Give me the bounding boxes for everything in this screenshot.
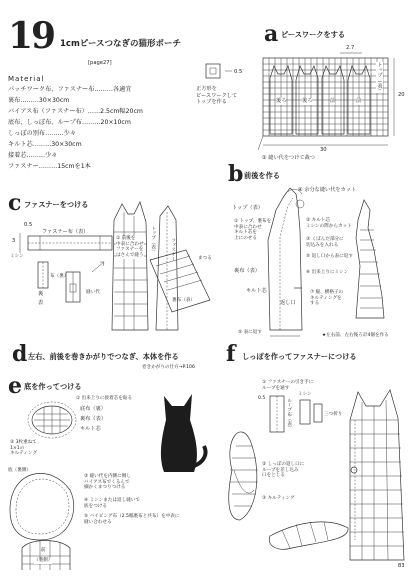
- f-note: ③ キルティング: [262, 496, 295, 501]
- e-note: ③ 縫い代を内側に倒し バイアス布でくるんで 細かくまつりつける: [84, 474, 131, 491]
- material-item: しっぽの別布………少々: [8, 130, 77, 137]
- e-note: ⑤ バイピング布（2.5幅裏布と共布）を中表に 縫い合わせる: [84, 514, 180, 525]
- b-note: 裏布（表）: [234, 268, 260, 274]
- dimension-label: 2.7: [346, 45, 355, 51]
- dimension-label: 0.5: [234, 69, 243, 75]
- b-note: ① トップ、裏布を 中表に合わせ キルト芯を 上にのせる: [234, 219, 272, 242]
- section-e-letter: e: [8, 373, 22, 399]
- c-note: 布（裏）: [50, 274, 69, 279]
- section-a-title: ピースワークをする: [281, 30, 346, 39]
- c-note: ミシン: [10, 254, 24, 259]
- c-note: ファスナー: [170, 238, 176, 261]
- panel-label: 前: [356, 98, 362, 104]
- material-item: 接着芯………少々: [8, 152, 58, 159]
- material-item: パッチワーク布、ファスナー布………各適宜: [8, 86, 132, 93]
- c-note: ① 前後を 中表に合わせ ファスナーを はさんで縫う: [116, 236, 144, 259]
- e-note: ② 3枚重ねて 1×1の キルティング: [10, 440, 38, 457]
- c-note: 縫い代: [86, 290, 100, 295]
- c-note: ファスナー布（表）: [42, 229, 89, 235]
- e-note: 底（裏側）: [8, 468, 31, 473]
- material-item: バイアス布（ファスナー布）……2.5cm幅20cm: [8, 108, 143, 115]
- square-note: 正方形を ピースワークして トップを作る: [196, 86, 238, 105]
- b-note: ⑤ 返し口から表に返す: [306, 254, 353, 259]
- section-a-letter: a: [264, 21, 279, 47]
- e-note: 裏布（表）: [80, 416, 106, 422]
- f-note: ループ布（表）: [286, 398, 292, 431]
- section-a-note: ① 縫い代をつけて裁つ: [262, 155, 315, 161]
- b-note: キルト芯: [246, 288, 267, 294]
- f-note: ① ファスナーの引き手に ループを通す: [262, 380, 314, 391]
- e-note: ④ ミシンまたは返し縫いで 底をつける: [84, 498, 140, 509]
- e-note: キルト芯: [80, 426, 101, 432]
- b-note: ③ くぼんだ部分に 切込みを入れる: [306, 237, 344, 248]
- c-note: 0.5: [24, 222, 33, 228]
- section-d-letter: d: [12, 341, 28, 367]
- material-item: 裏布………30×30cm: [8, 97, 70, 104]
- e-note: 前: [41, 548, 46, 553]
- c-note: トップ（表）: [150, 226, 156, 254]
- f-note: ② しっぽの返し口に ループを差し込み 口をとじる: [262, 462, 305, 479]
- section-e-title: 底を作ってつける: [24, 382, 82, 391]
- material-item: 底布、しっぽ布、ループ布………20×10cm: [8, 119, 131, 126]
- section-b-title: 前後を作る: [244, 171, 280, 180]
- b-note: ⑤ 表に返す: [238, 330, 262, 335]
- panel-label: 後ろ: [302, 98, 313, 104]
- section-f-letter: f: [226, 341, 236, 367]
- c-note: まつる: [198, 256, 212, 261]
- section-f-title: しっぽを作ってファスナーにつける: [242, 352, 357, 361]
- b-note: ⑥ 出来上りにミシン: [306, 270, 349, 275]
- material-item: ファスナー………15cmを1本: [8, 163, 91, 170]
- section-d-title: 左右、前後を巻きかがりでつなぎ、本体を作る: [28, 352, 179, 361]
- c-note: 表: [38, 300, 44, 306]
- e-note: ① 出来上りに接着芯を貼る: [76, 396, 133, 401]
- project-number: 19: [8, 15, 55, 57]
- b-note: 返し口: [280, 300, 296, 306]
- f-note: ミシン: [298, 392, 312, 397]
- dimension-label: 30: [320, 147, 327, 153]
- c-note: 裏布（表）: [172, 298, 195, 303]
- page-title: 1cmピースつなぎの猫形ポーチ: [60, 39, 182, 49]
- page-reference: [page27]: [88, 60, 112, 66]
- top-label: トップ（表）: [376, 62, 383, 94]
- panel-label: 前: [330, 98, 336, 104]
- f-note: 三つ折り: [324, 412, 343, 417]
- section-c-title: ファスナーをつける: [24, 200, 89, 209]
- section-d-sub: 巻きかがりの仕方→P.106: [142, 365, 195, 370]
- b-note: ④ 余分な縫い代をカット: [298, 187, 357, 193]
- section-b-letter: b: [228, 161, 244, 187]
- section-c-letter: c: [8, 190, 22, 216]
- c-note: 裏: [38, 291, 44, 297]
- b-note: ★左右前、左右後ろ計4個を作る: [322, 333, 389, 338]
- dimension-label: 20: [398, 92, 405, 98]
- page-number: 83: [398, 563, 405, 569]
- e-note: 底布（裏）: [80, 406, 106, 412]
- b-note: トップ（表）: [232, 205, 263, 211]
- material-item: キルト芯………30×30cm: [8, 141, 82, 148]
- materials-heading: Material: [8, 75, 45, 83]
- panel-label: 後ろ: [276, 98, 287, 104]
- f-note: 0.5: [258, 396, 266, 401]
- b-note: ⑦ 縦、横格子の キルティングを する: [310, 290, 344, 307]
- b-note: ② キルト芯 ミシンの際からカット: [306, 218, 352, 229]
- c-note: 3: [12, 238, 16, 244]
- e-note: （裏側）: [34, 558, 53, 563]
